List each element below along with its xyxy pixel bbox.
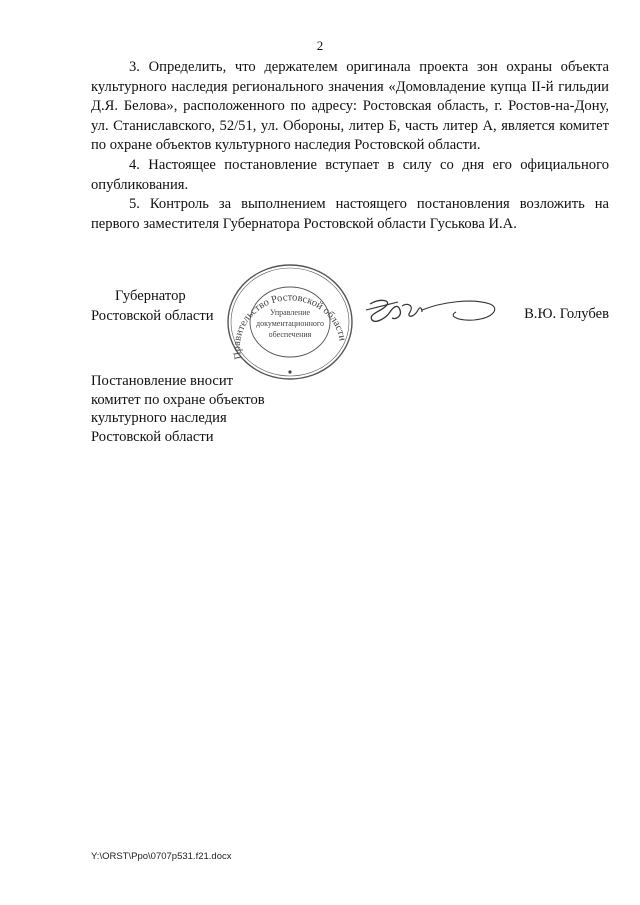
file-path-footer: Y:\ORST\Ppo\0707p531.f21.docx [91, 851, 232, 862]
introduced-by-line4: Ростовской области [91, 428, 214, 445]
official-seal-stamp [225, 262, 355, 382]
introduced-by-block [91, 372, 265, 446]
signatory-title-line1: Губернатор [115, 288, 186, 304]
introduced-by-line2: комитет по охране объектов [91, 391, 265, 408]
paragraph-5: 5. Контроль за выполнением настоящего постановления возложить на первого заместителя Губернатора Ростовской области Гуськова И.А. [91, 196, 609, 232]
paragraph-3: 3. Определить, что держателем оригинала проекта зон охраны объекта культурного наследия регионального значения «Домовладение купца II-й гильдии Д.Я. Белова», расположенного по адресу: Ростовская область, г. Ростов-на-Дону, ул. Станиславского, 52/51, ул. Обороны, литер Б, часть литер А, является комитет по охране объектов культурного наследия Ростовской области. [91, 59, 609, 154]
seal-center-line1: Управление [269, 308, 311, 317]
seal-center-line2: документационного [256, 319, 324, 328]
page-number: 2 [316, 38, 324, 53]
paragraph-4: 4. Настоящее постановление вступает в силу со дня его официального опубликования. [91, 156, 609, 193]
introduced-by-line1: Постановление вносит [91, 373, 234, 389]
introduced-by-line3: культурного наследия [91, 410, 227, 427]
handwritten-signature [362, 292, 502, 332]
signatory-name: В.Ю. Голубев [524, 306, 609, 322]
seal-center-line3: обеспечения [268, 330, 312, 339]
document-body [91, 58, 609, 234]
seal-ring-text: Правительство Ростовской области [231, 292, 348, 361]
signatory-title [91, 287, 214, 326]
signatory-title-line2: Ростовской области [91, 307, 214, 324]
